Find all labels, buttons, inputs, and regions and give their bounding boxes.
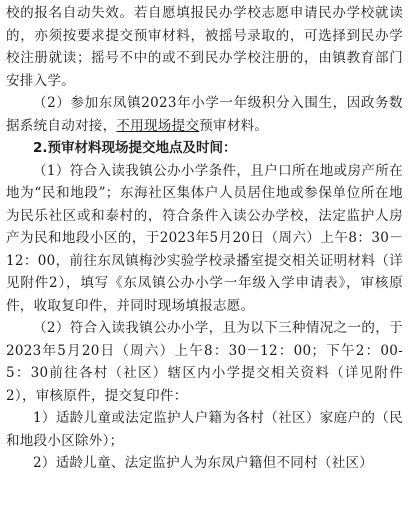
paragraph-enrollment-lottery: 校的报名自动失效。若自愿填报民办学校志愿申请民办学校就读的，亦须按要求提交预审材料，被摇号录取的，可选择到民办学校注册就读；摇号不中的或不到民办学校注册的，由镇教育部门安排入学。	[6, 5, 403, 89]
list-item-case-2: 2）适龄儿童、法定监护人为东凤户籍但不同村（社区）	[33, 455, 374, 471]
paragraph-points-admission	[6, 92, 403, 137]
list-item-case-1: 1）适龄儿童或法定监护人户籍为各村（社区）家庭户的（民和地段小区除外）；	[6, 410, 403, 449]
section-heading-submission-location-time: 2.预审材料现场提交地点及时间：	[33, 140, 237, 156]
paragraph-points-admission-tail: 预审材料。	[199, 117, 269, 134]
paragraph-three-cases: （2）符合入读我镇公办小学，且为以下三种情况之一的，于2023年5月20日（周六）上午8：30－12：00；下午2：00-5：30前往各村（社区）辖区内小学提交相关资料（详见附件2），审核原件，提交复印件：	[6, 320, 403, 404]
paragraph-points-admission-text: （2）参加东凤镇2023年小学一年级积分入围生，因政务数据系统自动对接，	[6, 95, 403, 134]
paragraph-minhe-district: （1）符合入读我镇公办小学条件，且户口所在地或房产所在地为“民和地段”；东海社区集体户人员居住地或参保单位所在地为民乐社区或和泰村的，符合条件入读公办学校，法定监护人房产为民和地段小区的，于2023年5月20日（周六）上午8：30－12：00，前往东凤镇梅沙实验学校录播室提交相关证明材料（详见附件2），填写《东凤镇公办小学一年级入学申请表》，审核原件，收取复印件，并同时现场填报志愿。	[6, 162, 403, 314]
underlined-no-onsite-submission: 不用现场提交	[116, 117, 200, 134]
